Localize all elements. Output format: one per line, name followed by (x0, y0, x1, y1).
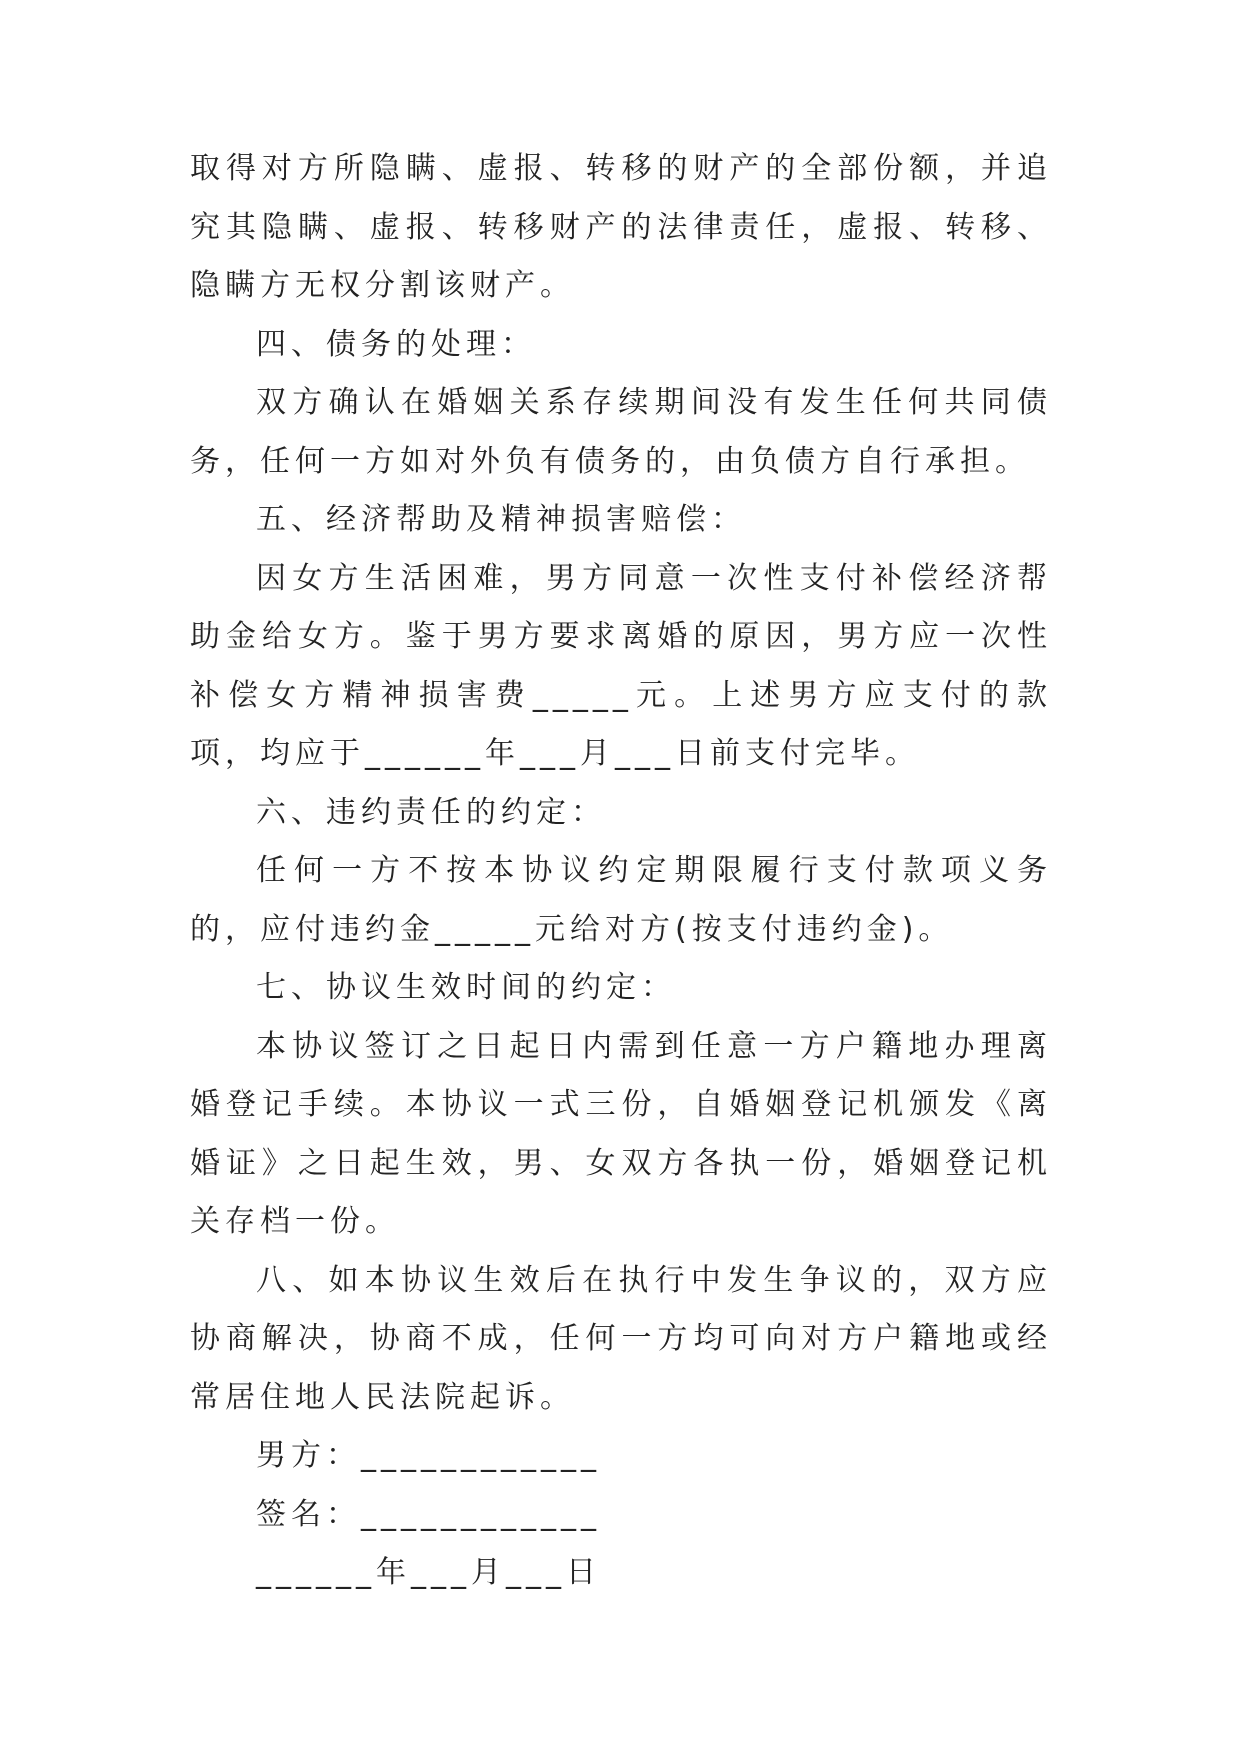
section-heading-debts: 四、债务的处理： (256, 326, 536, 362)
paragraph-compensation: 因女方生活困难，男方同意一次性支付补偿经济帮助金给女方。鉴于男方要求离婚的原因，男方应一次性补偿女方精神损害费_____元。上述男方应支付的款项，均应于______年___月___日前支付完毕。 (190, 560, 1052, 771)
paragraph-property-concealment: 取得对方所隐瞒、虚报、转移的财产的全部份额，并追究其隐瞒、虚报、转移财产的法律责任，虚报、转移、隐瞒方无权分割该财产。 (190, 151, 1052, 303)
section-heading-breach: 六、违约责任的约定： (256, 794, 606, 830)
paragraph-debts: 双方确认在婚姻关系存续期间没有发生任何共同债务，任何一方如对外负有债务的，由负债方自行承担。 (190, 385, 1052, 479)
male-party-line: 男方：____________ (256, 1438, 601, 1473)
signature-line: 签名：____________ (256, 1496, 601, 1532)
paragraph-breach: 任何一方不按本协议约定期限履行支付款项义务的，应付违约金_____元给对方(按支付违约金)。 (190, 853, 1052, 947)
paragraph-effective-time: 本协议签订之日起日内需到任意一方户籍地办理离婚登记手续。本协议一式三份，自婚姻登记机颁发《离婚证》之日起生效，男、女双方各执一份，婚姻登记机关存档一份。 (190, 1028, 1052, 1239)
paragraph-disputes: 八、如本协议生效后在执行中发生争议的，双方应协商解决，协商不成，任何一方均可向对方户籍地或经常居住地人民法院起诉。 (190, 1262, 1052, 1415)
document-page (190, 140, 1052, 1603)
section-heading-effective-time: 七、协议生效时间的约定： (256, 970, 676, 1005)
date-line: ______年___月___日 (256, 1555, 601, 1590)
section-heading-compensation: 五、经济帮助及精神损害赔偿： (256, 502, 746, 537)
